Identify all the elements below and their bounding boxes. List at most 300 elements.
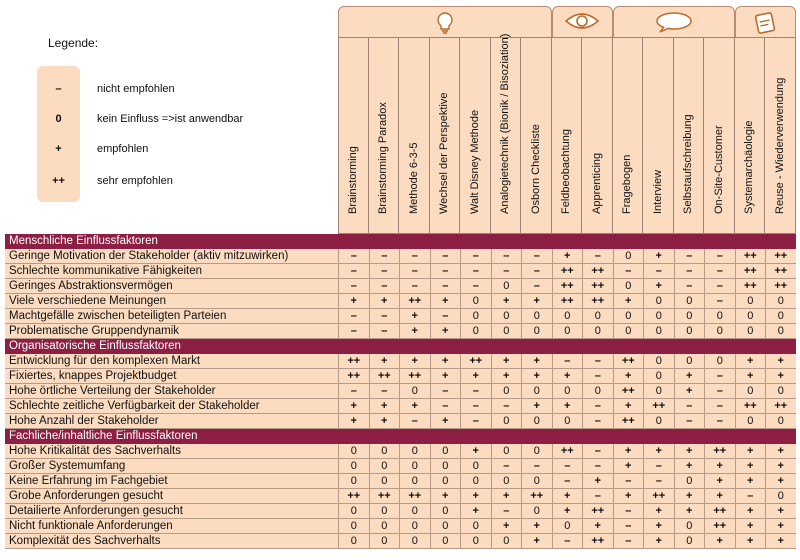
- rating-cell: –: [674, 279, 705, 293]
- row-label: Schlechte zeitliche Verfügbarkeit der Stakeholder: [9, 400, 260, 412]
- rating-cell: 0: [674, 519, 705, 533]
- table-row: [5, 249, 796, 264]
- rating-cell: 0: [521, 309, 552, 323]
- rating-cell: 0: [674, 534, 705, 548]
- rating-cell: +: [460, 504, 491, 518]
- rating-cell: 0: [491, 534, 522, 548]
- column-header: [765, 37, 796, 234]
- rating-cell: –: [460, 279, 491, 293]
- rating-cell: +: [765, 474, 796, 488]
- rating-cell: –: [704, 279, 735, 293]
- column-header-label: Apprenticing: [590, 152, 603, 214]
- legend-text: nicht empfohlen: [97, 83, 175, 95]
- rating-cell: –: [460, 264, 491, 278]
- row-label: Schlechte kommunikative Fähigkeiten: [9, 265, 203, 277]
- rating-cell: ++: [765, 249, 796, 263]
- rating-cell: 0: [735, 309, 766, 323]
- rating-cell: ++: [338, 489, 369, 503]
- rating-cell: +: [521, 354, 552, 368]
- rating-cell: –: [674, 399, 705, 413]
- rating-cell: 0: [338, 459, 369, 473]
- rating-cell: ++: [704, 504, 735, 518]
- rating-cell: 0: [765, 489, 796, 503]
- rating-cell: 0: [643, 354, 674, 368]
- rating-cell: –: [674, 414, 705, 428]
- rating-cell: –: [399, 249, 430, 263]
- rating-cell: 0: [704, 354, 735, 368]
- rating-cell: 0: [491, 384, 522, 398]
- table-row: [5, 504, 796, 519]
- table-row: [5, 264, 796, 279]
- rating-cell: 0: [338, 444, 369, 458]
- table-row: [5, 369, 796, 384]
- category-header-document-stamp: [735, 6, 796, 38]
- rating-cell: –: [399, 279, 430, 293]
- column-header: [399, 37, 430, 234]
- rating-cell: –: [338, 309, 369, 323]
- column-header: [521, 37, 552, 234]
- rating-cell: 0: [430, 459, 461, 473]
- rating-cell: –: [460, 414, 491, 428]
- rating-cell: –: [582, 444, 613, 458]
- table-row: [5, 324, 796, 339]
- rating-cell: –: [430, 384, 461, 398]
- rating-cell: –: [369, 324, 400, 338]
- rating-cell: 0: [735, 384, 766, 398]
- rating-cell: +: [704, 459, 735, 473]
- rating-cell: 0: [369, 504, 400, 518]
- rating-cell: 0: [399, 459, 430, 473]
- rating-cell: –: [582, 249, 613, 263]
- legend-text: empfohlen: [97, 143, 149, 155]
- column-header: [643, 37, 674, 234]
- rating-cell: 0: [399, 519, 430, 533]
- row-label: Entwicklung für den komplexen Markt: [9, 355, 201, 367]
- rating-cell: –: [521, 459, 552, 473]
- rating-cell: 0: [735, 324, 766, 338]
- column-header: [582, 37, 613, 234]
- row-label: Viele verschiedene Meinungen: [9, 295, 167, 307]
- rating-cell: +: [430, 489, 461, 503]
- rating-cell: +: [521, 294, 552, 308]
- rating-cell: +: [582, 474, 613, 488]
- rating-cell: –: [430, 399, 461, 413]
- rating-cell: ++: [704, 519, 735, 533]
- rating-cell: 0: [704, 309, 735, 323]
- rating-cell: 0: [521, 414, 552, 428]
- rating-cell: +: [338, 414, 369, 428]
- rating-cell: 0: [369, 474, 400, 488]
- rating-cell: –: [613, 534, 644, 548]
- rating-cell: 0: [552, 324, 583, 338]
- rating-cell: –: [338, 264, 369, 278]
- rating-cell: ++: [765, 279, 796, 293]
- rating-cell: ++: [582, 264, 613, 278]
- rating-cell: +: [430, 324, 461, 338]
- rating-cell: 0: [643, 384, 674, 398]
- row-label: Problematische Gruppendynamik: [9, 325, 180, 337]
- rating-cell: +: [338, 399, 369, 413]
- section-header: Menschliche Einflussfaktoren: [5, 234, 796, 249]
- rating-cell: +: [613, 294, 644, 308]
- table-row: [5, 489, 796, 504]
- rating-cell: +: [765, 534, 796, 548]
- category-header-lightbulb: [338, 6, 552, 38]
- rating-cell: 0: [674, 309, 705, 323]
- rating-cell: +: [735, 459, 766, 473]
- rating-cell: ++: [552, 294, 583, 308]
- rating-cell: –: [491, 504, 522, 518]
- rating-cell: 0: [399, 474, 430, 488]
- column-header-label: Selbstaufschreibung: [682, 114, 695, 214]
- rating-cell: +: [735, 519, 766, 533]
- rating-cell: +: [369, 294, 400, 308]
- rating-cell: –: [521, 249, 552, 263]
- rating-cell: ++: [582, 294, 613, 308]
- rating-cell: –: [552, 534, 583, 548]
- row-label: Großer Systemumfang: [9, 460, 126, 472]
- rating-cell: +: [430, 354, 461, 368]
- rating-cell: –: [613, 264, 644, 278]
- rating-cell: ++: [735, 279, 766, 293]
- rating-cell: 0: [643, 369, 674, 383]
- row-label: Grobe Anforderungen gesucht: [9, 490, 164, 502]
- rating-cell: ++: [399, 294, 430, 308]
- rating-cell: 0: [765, 324, 796, 338]
- rating-cell: 0: [430, 444, 461, 458]
- column-header: [369, 37, 400, 234]
- rating-cell: ++: [369, 369, 400, 383]
- rating-cell: –: [582, 459, 613, 473]
- rating-cell: 0: [491, 324, 522, 338]
- rating-cell: –: [491, 459, 522, 473]
- legend-title: Legende:: [48, 36, 99, 50]
- row-label: Geringes Abstraktionsvermögen: [9, 280, 173, 292]
- rating-cell: 0: [521, 504, 552, 518]
- row-label: Detailierte Anforderungen gesucht: [9, 505, 183, 517]
- rating-cell: 0: [460, 474, 491, 488]
- rating-cell: 0: [338, 519, 369, 533]
- rating-cell: 0: [552, 309, 583, 323]
- rating-cell: +: [521, 519, 552, 533]
- rating-cell: +: [735, 534, 766, 548]
- rating-cell: –: [582, 489, 613, 503]
- rating-cell: +: [613, 369, 644, 383]
- column-header: [613, 37, 644, 234]
- rating-cell: –: [552, 474, 583, 488]
- row-label: Komplexität des Sachverhalts: [9, 535, 161, 547]
- rating-cell: +: [765, 459, 796, 473]
- rating-cell: 0: [338, 534, 369, 548]
- rating-cell: +: [338, 294, 369, 308]
- rating-cell: +: [491, 369, 522, 383]
- rating-cell: –: [704, 249, 735, 263]
- rating-cell: ++: [643, 399, 674, 413]
- rating-cell: 0: [582, 324, 613, 338]
- rating-cell: +: [613, 399, 644, 413]
- rating-cell: 0: [765, 414, 796, 428]
- rating-cell: ++: [399, 369, 430, 383]
- rating-cell: –: [582, 399, 613, 413]
- rating-cell: +: [582, 519, 613, 533]
- row-label: Geringe Motivation der Stakeholder (aktiv mitzuwirken): [9, 250, 289, 262]
- legend-symbol: 0: [55, 113, 62, 125]
- section-header: Fachliche/inhaltliche Einflussfaktoren: [5, 429, 796, 444]
- rating-cell: 0: [430, 504, 461, 518]
- rating-cell: +: [521, 369, 552, 383]
- rating-cell: –: [369, 384, 400, 398]
- rating-cell: –: [582, 414, 613, 428]
- rating-cell: –: [460, 384, 491, 398]
- rating-cell: +: [674, 369, 705, 383]
- rating-cell: 0: [399, 504, 430, 518]
- rating-cell: +: [491, 294, 522, 308]
- table-row: [5, 354, 796, 369]
- rating-cell: 0: [674, 294, 705, 308]
- table-row: [5, 444, 796, 459]
- rating-cell: –: [399, 264, 430, 278]
- rating-cell: +: [552, 504, 583, 518]
- rating-cell: 0: [643, 294, 674, 308]
- rating-cell: +: [521, 399, 552, 413]
- rating-cell: 0: [613, 324, 644, 338]
- rating-cell: –: [338, 324, 369, 338]
- rating-cell: +: [460, 489, 491, 503]
- rating-cell: +: [704, 474, 735, 488]
- rating-cell: +: [430, 369, 461, 383]
- rating-cell: –: [735, 489, 766, 503]
- rating-cell: 0: [369, 444, 400, 458]
- column-header-label: Walt Disney Methode: [468, 109, 481, 214]
- rating-cell: –: [704, 399, 735, 413]
- rating-cell: ++: [552, 279, 583, 293]
- rating-cell: ++: [582, 279, 613, 293]
- table-row: [5, 294, 796, 309]
- rating-cell: ++: [338, 354, 369, 368]
- rating-cell: 0: [582, 384, 613, 398]
- column-header-label: Methode 6-3-5: [407, 142, 420, 214]
- rating-cell: +: [643, 249, 674, 263]
- rating-cell: +: [765, 354, 796, 368]
- rating-cell: –: [521, 279, 552, 293]
- rating-cell: –: [491, 249, 522, 263]
- rating-cell: 0: [582, 309, 613, 323]
- rating-cell: –: [704, 369, 735, 383]
- rating-cell: +: [674, 384, 705, 398]
- legend-text: kein Einfluss =>ist anwendbar: [97, 113, 244, 125]
- rating-cell: +: [460, 369, 491, 383]
- rating-cell: 0: [460, 309, 491, 323]
- rating-cell: 0: [338, 504, 369, 518]
- rating-cell: –: [582, 369, 613, 383]
- rating-cell: +: [643, 504, 674, 518]
- rating-cell: +: [491, 519, 522, 533]
- row-label: Nicht funktionale Anforderungen: [9, 520, 173, 532]
- rating-cell: ++: [613, 354, 644, 368]
- rating-cell: –: [643, 264, 674, 278]
- row-label: Keine Erfahrung im Fachgebiet: [9, 475, 168, 487]
- rating-cell: +: [643, 279, 674, 293]
- rating-cell: +: [399, 354, 430, 368]
- rating-cell: –: [643, 459, 674, 473]
- table-row: [5, 519, 796, 534]
- rating-cell: 0: [399, 384, 430, 398]
- rating-cell: 0: [491, 444, 522, 458]
- legend-symbol: ++: [52, 175, 65, 187]
- legend-symbol: –: [55, 83, 62, 95]
- rating-cell: 0: [643, 309, 674, 323]
- rating-cell: ++: [399, 489, 430, 503]
- rating-cell: –: [674, 249, 705, 263]
- table-row: [5, 414, 796, 429]
- rating-cell: –: [643, 474, 674, 488]
- rating-cell: ++: [765, 264, 796, 278]
- section-header: Organisatorische Einflussfaktoren: [5, 339, 796, 354]
- rating-cell: 0: [613, 309, 644, 323]
- column-header: [430, 37, 461, 234]
- column-header: [491, 33, 522, 234]
- rating-cell: +: [369, 399, 400, 413]
- rating-cell: +: [491, 354, 522, 368]
- rating-cell: 0: [369, 534, 400, 548]
- rating-cell: –: [430, 249, 461, 263]
- column-header: [704, 37, 735, 234]
- rating-cell: ++: [582, 534, 613, 548]
- rating-cell: +: [613, 459, 644, 473]
- rating-cell: ++: [521, 489, 552, 503]
- table-row: [5, 459, 796, 474]
- rating-cell: +: [369, 354, 400, 368]
- rating-cell: +: [399, 324, 430, 338]
- rating-cell: –: [399, 414, 430, 428]
- rating-cell: 0: [460, 459, 491, 473]
- rating-cell: +: [674, 459, 705, 473]
- rating-cell: 0: [338, 474, 369, 488]
- rating-cell: –: [582, 354, 613, 368]
- rating-cell: ++: [613, 414, 644, 428]
- table-row: [5, 399, 796, 414]
- rating-cell: –: [704, 264, 735, 278]
- table-row: [5, 534, 796, 549]
- column-header: [552, 37, 583, 234]
- rating-cell: –: [338, 384, 369, 398]
- rating-cell: 0: [399, 444, 430, 458]
- rating-cell: 0: [613, 249, 644, 263]
- rating-cell: –: [521, 264, 552, 278]
- rating-cell: –: [369, 264, 400, 278]
- column-header-label: Osborn Checkliste: [529, 124, 542, 214]
- rating-cell: 0: [643, 414, 674, 428]
- rating-cell: +: [552, 369, 583, 383]
- rating-cell: 0: [369, 519, 400, 533]
- rating-cell: 0: [430, 474, 461, 488]
- row-label: Hohe Anzahl der Stakeholder: [9, 415, 159, 427]
- column-header: [674, 37, 705, 234]
- rating-cell: ++: [552, 264, 583, 278]
- rating-cell: 0: [521, 384, 552, 398]
- rating-cell: 0: [399, 534, 430, 548]
- legend-text: sehr empfohlen: [97, 175, 173, 187]
- rating-cell: +: [369, 414, 400, 428]
- rating-cell: ++: [643, 489, 674, 503]
- table-row: [5, 279, 796, 294]
- rating-cell: +: [765, 444, 796, 458]
- rating-cell: –: [369, 249, 400, 263]
- rating-cell: 0: [674, 324, 705, 338]
- column-header: [338, 37, 369, 234]
- column-header-label: Feldbeobachtung: [560, 128, 573, 214]
- rating-cell: –: [338, 249, 369, 263]
- rating-cell: +: [674, 444, 705, 458]
- rating-cell: 0: [430, 519, 461, 533]
- rating-cell: –: [552, 459, 583, 473]
- rating-cell: +: [735, 369, 766, 383]
- rating-cell: +: [735, 504, 766, 518]
- rating-cell: +: [704, 489, 735, 503]
- rating-cell: ++: [613, 384, 644, 398]
- rating-cell: +: [643, 444, 674, 458]
- rating-cell: +: [765, 519, 796, 533]
- rating-cell: 0: [552, 519, 583, 533]
- column-header: [735, 37, 766, 234]
- rating-cell: –: [338, 279, 369, 293]
- rating-cell: 0: [735, 414, 766, 428]
- rating-cell: +: [552, 249, 583, 263]
- rating-cell: +: [735, 444, 766, 458]
- rating-cell: –: [491, 264, 522, 278]
- rating-cell: ++: [735, 399, 766, 413]
- rating-cell: 0: [674, 354, 705, 368]
- rating-cell: +: [765, 504, 796, 518]
- rating-cell: –: [704, 414, 735, 428]
- rating-cell: +: [674, 504, 705, 518]
- table-row: [5, 309, 796, 324]
- rating-cell: ++: [552, 444, 583, 458]
- column-header-label: Interview: [651, 169, 664, 214]
- rating-cell: 0: [460, 294, 491, 308]
- rating-cell: 0: [552, 414, 583, 428]
- rating-cell: +: [491, 489, 522, 503]
- rating-cell: 0: [643, 324, 674, 338]
- rating-cell: +: [430, 414, 461, 428]
- rating-cell: 0: [460, 519, 491, 533]
- row-label: Hohe örtliche Verteilung der Stakeholder: [9, 385, 216, 397]
- rating-cell: +: [643, 519, 674, 533]
- rating-cell: +: [613, 489, 644, 503]
- rating-cell: ++: [735, 249, 766, 263]
- column-header-label: Reuse - Wiederverwendung: [773, 77, 786, 214]
- rating-cell: –: [460, 249, 491, 263]
- rating-cell: 0: [491, 279, 522, 293]
- rating-cell: –: [613, 504, 644, 518]
- rating-cell: +: [643, 534, 674, 548]
- category-header-speech-bubble: [613, 6, 735, 38]
- rating-cell: +: [521, 534, 552, 548]
- rating-cell: ++: [704, 444, 735, 458]
- rating-cell: +: [704, 534, 735, 548]
- rating-cell: 0: [765, 294, 796, 308]
- rating-cell: 0: [521, 324, 552, 338]
- rating-cell: 0: [491, 474, 522, 488]
- rating-cell: +: [460, 444, 491, 458]
- rating-cell: +: [430, 294, 461, 308]
- rating-cell: –: [430, 279, 461, 293]
- column-header-label: Wechsel der Perspektive: [438, 92, 451, 214]
- rating-cell: 0: [613, 279, 644, 293]
- rating-cell: +: [613, 444, 644, 458]
- rating-cell: +: [552, 489, 583, 503]
- rating-cell: 0: [491, 309, 522, 323]
